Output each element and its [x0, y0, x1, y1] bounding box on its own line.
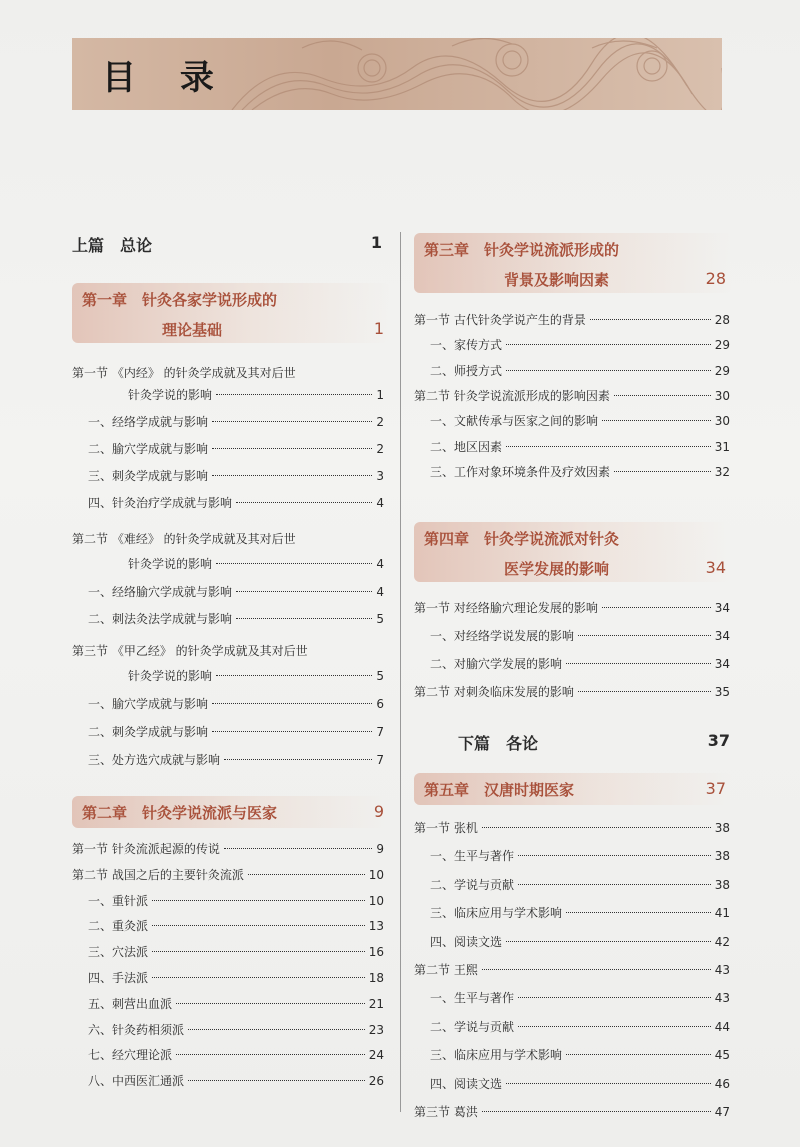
entry-text: 四、阅读文选 [430, 1076, 503, 1091]
toc-entry[interactable] [430, 847, 730, 865]
toc-entry[interactable] [72, 866, 384, 884]
toc-entry[interactable] [430, 933, 730, 951]
toc-entry[interactable] [88, 892, 384, 910]
leader-dots [236, 618, 372, 619]
entry-text: 四、针灸治疗学成就与影响 [88, 496, 233, 510]
toc-entry[interactable] [430, 627, 730, 645]
leader-dots [152, 951, 365, 952]
entry-text: 第二节 战国之后的主要针灸流派 [72, 867, 244, 882]
toc-entry[interactable] [430, 1046, 730, 1064]
entry-text: 第一节 对经络腧穴理论发展的影响 [414, 601, 598, 615]
entry-text: 一、生平与著作 [430, 849, 515, 864]
leader-dots [188, 1080, 365, 1081]
entry-page: 13 [368, 919, 384, 934]
entry-page: 43 [714, 963, 730, 977]
leader-dots [518, 855, 711, 856]
entry-page: 21 [368, 996, 384, 1011]
entry-text: 第一节 针灸流派起源的传说 [72, 842, 220, 856]
entry-text: 一、经络腧穴学成就与影响 [88, 585, 233, 599]
toc-entry[interactable] [430, 876, 730, 894]
chapter-page: 34 [705, 558, 726, 577]
toc-entry[interactable] [88, 695, 384, 713]
entry-text: 第二节 针灸学说流派形成的影响因素 [414, 388, 610, 403]
entry-text: 七、经穴理论派 [88, 1048, 173, 1063]
leader-dots [212, 731, 372, 732]
chapter-title-line1: 第三章 针灸学说流派形成的 [424, 241, 620, 259]
toc-entry[interactable] [88, 610, 384, 628]
leader-dots [518, 884, 711, 885]
chapter-title-line1: 第二章 针灸学说流派与医家 [82, 804, 278, 822]
entry-page: 24 [368, 1048, 384, 1063]
leader-dots [236, 502, 372, 503]
part-page: 1 [370, 233, 382, 252]
entry-page: 4 [376, 496, 384, 510]
entry-text: 针灸学说的影响 [128, 669, 213, 683]
chapter-page: 9 [373, 802, 384, 821]
leader-dots [224, 848, 373, 849]
entry-page: 2 [376, 442, 384, 456]
entry-text: 针灸学说的影响 [128, 557, 213, 571]
entry-page: 4 [376, 557, 384, 571]
entry-text: 一、文献传承与医家之间的影响 [430, 414, 599, 429]
leader-dots [188, 1029, 365, 1030]
chapter-heading [72, 283, 390, 343]
toc-entry[interactable] [430, 655, 730, 673]
chapter-page: 37 [705, 779, 726, 798]
leader-dots [506, 446, 711, 447]
entry-text: 六、针灸药相须派 [88, 1022, 185, 1037]
chapter-heading [414, 773, 732, 805]
toc-entry[interactable] [430, 1075, 730, 1093]
leader-dots [614, 395, 711, 396]
entry-page: 28 [714, 313, 730, 327]
toc-entry[interactable] [88, 1046, 384, 1064]
entry-page: 45 [714, 1048, 730, 1063]
entry-page: 30 [714, 388, 730, 403]
toc-entry[interactable] [414, 599, 730, 617]
entry-text: 一、经络学成就与影响 [88, 415, 209, 429]
entry-text: 二、学说与贡献 [430, 1019, 515, 1034]
chapter-heading [72, 796, 390, 828]
entry-page: 44 [714, 1019, 730, 1034]
toc-entry[interactable] [128, 667, 384, 685]
leader-dots [176, 1054, 365, 1055]
entry-text: 二、师授方式 [430, 363, 503, 378]
toc-entry[interactable] [414, 387, 730, 405]
leader-dots [578, 691, 711, 692]
toc-entry[interactable] [414, 311, 730, 329]
entry-text: 三、临床应用与学术影响 [430, 1048, 563, 1063]
toc-entry[interactable] [88, 751, 384, 769]
entry-page: 16 [368, 945, 384, 960]
toc-entry[interactable] [414, 683, 730, 701]
leader-dots [590, 319, 711, 320]
entry-page: 29 [714, 363, 730, 378]
toc-entry[interactable] [72, 840, 384, 858]
leader-dots [614, 471, 711, 472]
leader-dots [566, 1054, 711, 1055]
entry-text: 八、中西医汇通派 [88, 1074, 185, 1089]
title-banner [72, 38, 722, 110]
entry-page: 32 [714, 464, 730, 479]
entry-text: 一、重针派 [88, 893, 149, 908]
entry-page: 38 [714, 877, 730, 892]
chapter-title-line1: 第四章 针灸学说流派对针灸 [424, 530, 620, 548]
leader-dots [506, 370, 711, 371]
entry-page: 34 [714, 629, 730, 643]
toc-entry[interactable] [430, 463, 730, 481]
entry-page: 34 [714, 657, 730, 671]
toc-entry[interactable] [88, 943, 384, 961]
entry-page: 43 [714, 991, 730, 1006]
leader-dots [212, 703, 372, 704]
leader-dots [482, 827, 711, 828]
entry-page: 5 [376, 612, 384, 626]
leader-dots [482, 1111, 711, 1112]
entry-page: 3 [376, 469, 384, 483]
toc-entry[interactable] [430, 438, 730, 456]
chapter-heading [414, 522, 732, 582]
section-title: 第二节 《难经》 的针灸学成就及其对后世 [72, 532, 296, 546]
entry-page: 10 [368, 867, 384, 882]
entry-text: 二、刺法灸法学成就与影响 [88, 612, 233, 626]
entry-text: 四、阅读文选 [430, 934, 503, 949]
leader-dots [216, 394, 372, 395]
entry-text: 第三节 葛洪 [414, 1105, 478, 1119]
entry-text: 二、地区因素 [430, 439, 503, 454]
toc-entry[interactable] [414, 1103, 730, 1121]
chapter-title-line2: 理论基础 [162, 321, 223, 339]
leader-dots [602, 420, 711, 421]
entry-page: 18 [368, 971, 384, 985]
entry-page: 31 [714, 439, 730, 454]
toc-entry[interactable] [430, 412, 730, 430]
entry-text: 第二节 对刺灸临床发展的影响 [414, 685, 574, 699]
chapter-title-line1: 第一章 针灸各家学说形成的 [82, 291, 278, 309]
leader-dots [224, 759, 372, 760]
entry-text: 二、重灸派 [88, 919, 149, 934]
entry-page: 30 [714, 414, 730, 429]
chapter-title-line2: 医学发展的影响 [504, 560, 610, 578]
entry-page: 38 [714, 849, 730, 864]
entry-page: 29 [714, 338, 730, 353]
toc-entry[interactable] [128, 555, 384, 573]
part-heading [458, 731, 730, 754]
entry-text: 三、工作对象环境条件及疗效因素 [430, 464, 611, 479]
leader-dots [216, 675, 372, 676]
entry-text: 一、腧穴学成就与影响 [88, 697, 209, 711]
entry-page: 41 [714, 906, 730, 921]
toc-entry[interactable] [88, 917, 384, 935]
entry-page: 23 [368, 1022, 384, 1037]
toc-entry[interactable] [88, 1072, 384, 1090]
entry-text: 一、对经络学说发展的影响 [430, 629, 575, 643]
leader-dots [506, 941, 711, 942]
toc-entry[interactable] [88, 583, 384, 601]
entry-page: 2 [376, 415, 384, 429]
leader-dots [152, 925, 365, 926]
toc-entry[interactable] [88, 440, 384, 458]
toc-entry[interactable] [414, 961, 730, 979]
leader-dots [212, 448, 372, 449]
leader-dots [566, 663, 711, 664]
entry-page: 6 [376, 697, 384, 711]
part-label: 上篇 总论 [72, 236, 153, 255]
toc-entry[interactable] [88, 723, 384, 741]
toc-entry[interactable] [430, 336, 730, 354]
column-divider [400, 232, 401, 1112]
toc-entry[interactable] [88, 969, 384, 987]
entry-text: 一、生平与著作 [430, 991, 515, 1006]
section-title: 第一节 《内经》 的针灸学成就及其对后世 [72, 366, 296, 380]
entry-page: 5 [376, 669, 384, 683]
entry-text: 第二节 王熙 [414, 963, 478, 977]
part-heading [72, 233, 382, 256]
leader-dots [152, 900, 365, 901]
toc-entry[interactable] [430, 362, 730, 380]
entry-page: 4 [376, 585, 384, 599]
leader-dots [248, 874, 365, 875]
entry-page: 47 [714, 1105, 730, 1119]
leader-dots [152, 977, 365, 978]
leader-dots [518, 997, 711, 998]
leader-dots [176, 1003, 365, 1004]
entry-page: 34 [714, 601, 730, 615]
chapter-page: 1 [373, 319, 384, 338]
entry-page: 1 [376, 388, 384, 402]
chapter-heading [414, 233, 732, 293]
entry-text: 三、临床应用与学术影响 [430, 906, 563, 921]
toc-entry[interactable] [430, 1018, 730, 1036]
leader-dots [212, 421, 372, 422]
chapter-title-line1: 第五章 汉唐时期医家 [424, 781, 575, 799]
entry-text: 第一节 张机 [414, 821, 478, 835]
toc-entry[interactable] [88, 467, 384, 485]
page-title: 目 录 [102, 58, 230, 98]
entry-text: 五、刺营出血派 [88, 996, 173, 1011]
leader-dots [602, 607, 711, 608]
toc-entry[interactable] [88, 995, 384, 1013]
entry-text: 四、手法派 [88, 971, 149, 985]
leader-dots [578, 635, 711, 636]
toc-entry[interactable] [430, 904, 730, 922]
entry-text: 二、学说与贡献 [430, 877, 515, 892]
part-page: 37 [707, 731, 730, 750]
entry-page: 26 [368, 1074, 384, 1089]
entry-text: 三、穴法派 [88, 945, 149, 960]
entry-text: 针灸学说的影响 [128, 388, 213, 402]
entry-text: 第一节 古代针灸学说产生的背景 [414, 313, 586, 327]
toc-entry[interactable] [414, 819, 730, 837]
entry-text: 三、刺灸学成就与影响 [88, 469, 209, 483]
leader-dots [506, 1083, 711, 1084]
leader-dots [566, 912, 711, 913]
entry-text: 二、对腧穴学发展的影响 [430, 657, 563, 671]
section-title: 第三节 《甲乙经》 的针灸学成就及其对后世 [72, 644, 308, 658]
entry-page: 35 [714, 685, 730, 699]
entry-text: 三、处方选穴成就与影响 [88, 753, 221, 767]
entry-page: 10 [368, 893, 384, 908]
leader-dots [236, 591, 372, 592]
toc-entry[interactable] [88, 494, 384, 512]
leader-dots [482, 969, 711, 970]
leader-dots [518, 1026, 711, 1027]
entry-page: 9 [376, 842, 384, 856]
entry-page: 38 [714, 821, 730, 835]
entry-page: 7 [376, 753, 384, 767]
toc-entry[interactable] [430, 989, 730, 1007]
part-label: 下篇 各论 [458, 734, 539, 753]
toc-entry[interactable] [128, 386, 384, 404]
toc-entry[interactable] [88, 413, 384, 431]
leader-dots [506, 344, 711, 345]
entry-text: 一、家传方式 [430, 338, 503, 353]
entry-page: 7 [376, 725, 384, 739]
entry-page: 42 [714, 934, 730, 949]
entry-page: 46 [714, 1076, 730, 1091]
chapter-page: 28 [705, 269, 726, 288]
toc-entry[interactable] [88, 1021, 384, 1039]
leader-dots [216, 563, 372, 564]
entry-text: 二、腧穴学成就与影响 [88, 442, 209, 456]
leader-dots [212, 475, 372, 476]
chapter-title-line2: 背景及影响因素 [504, 271, 610, 289]
entry-text: 二、刺灸学成就与影响 [88, 725, 209, 739]
